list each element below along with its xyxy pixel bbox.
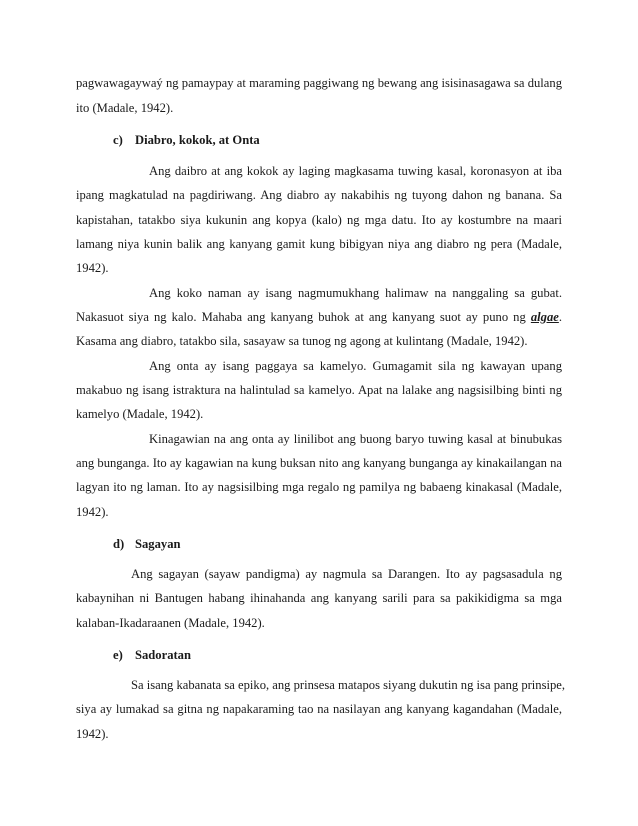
text-line: Kinagawian na ang onta ay linilibot ang buong baryo tuwing kasal at binubukas (149, 432, 562, 446)
text-line: Ang sagayan (sayaw pandigma) ay nagmula sa Darangen. Ito ay pagsasadula ng (131, 567, 562, 581)
text-line: kapistahan, tatakbo siya kukunin ang kopya (kalo) ng mga datu. Ito ay kostumbre na maari (76, 213, 562, 227)
text-line: Kasama ang diabro, tatakbo sila, sasayaw sa tunog ng agong at kulintang (Madale, 1942). (76, 334, 528, 348)
text-span: Nakasuot siya ng kalo. Mahaba ang kanyang buhok at ang kanyang suot ay puno ng (76, 310, 526, 324)
text-span: . (558, 310, 562, 324)
section-heading-e (113, 646, 191, 664)
text-line: ito (Madale, 1942). (76, 101, 174, 115)
text-line: lagyan ito ng laman. Ito ay nagsisilbing mga regalo ng pamilya ng babaeng kinakasal (Madale, (76, 480, 562, 494)
text-line: kamelyo (Madale, 1942). (76, 407, 204, 421)
text-line: siya ay lumakad sa gitna ng napakaraming tao na nasilayan ang kanyang kagandahan (Madale, (76, 702, 562, 716)
text-line: ang bunganga. Ito ay kagawian na kung buksan nito ang kanyang bunganga ay kinakailangan na (76, 456, 562, 470)
text-line: Sa isang kabanata sa epiko, ang prinsesa matapos siyang dukutin ng isa pang prinsipe, (131, 678, 566, 692)
text-line: Ang onta ay isang paggaya sa kamelyo. Gumagamit sila ng kawayan upang (149, 359, 562, 373)
section-label: c) (113, 133, 123, 147)
section-heading-d (113, 535, 181, 553)
text-line: 1942). (76, 505, 109, 519)
text-line (76, 308, 562, 326)
section-title: Diabro, kokok, at Onta (135, 133, 260, 147)
text-line: Ang koko naman ay isang nagmumukhang halimaw na nanggaling sa gubat. (149, 286, 562, 300)
text-line: kabaynihan ni Bantugen habang ihinahanda ang kanyang sarili para sa pakikidigma sa mga (76, 591, 562, 605)
emphasized-word: algae (530, 310, 559, 324)
text-line: lamang niya kunin balik ang kanyang gamit kung bibigyan niya ang diabro ng pera (Madale, (76, 237, 562, 251)
section-label: d) (113, 537, 125, 551)
section-title: Sadoratan (135, 648, 191, 662)
text-line: ipang magkatulad na pagdiriwang. Ang diabro ay nakabihis ng tuyong dahon ng banana. Sa (76, 188, 562, 202)
text-line: 1942). (76, 261, 109, 275)
text-line: 1942). (76, 727, 109, 741)
section-heading-c (113, 131, 260, 149)
section-title: Sagayan (135, 537, 181, 551)
text-line: pagwawagaywaý ng pamaypay at maraming paggiwang ng bewang ang isisinasagawa sa dulang (76, 76, 562, 90)
text-line: Ang daibro at ang kokok ay laging magkasama tuwing kasal, koronasyon at iba (149, 164, 562, 178)
text-line: kalaban-Ikadaraanen (Madale, 1942). (76, 616, 265, 630)
section-label: e) (113, 648, 123, 662)
text-line: makabuo ng isang istraktura na halintulad sa kamelyo. Apat na lalake ang nagsisilbing binti ng (76, 383, 562, 397)
